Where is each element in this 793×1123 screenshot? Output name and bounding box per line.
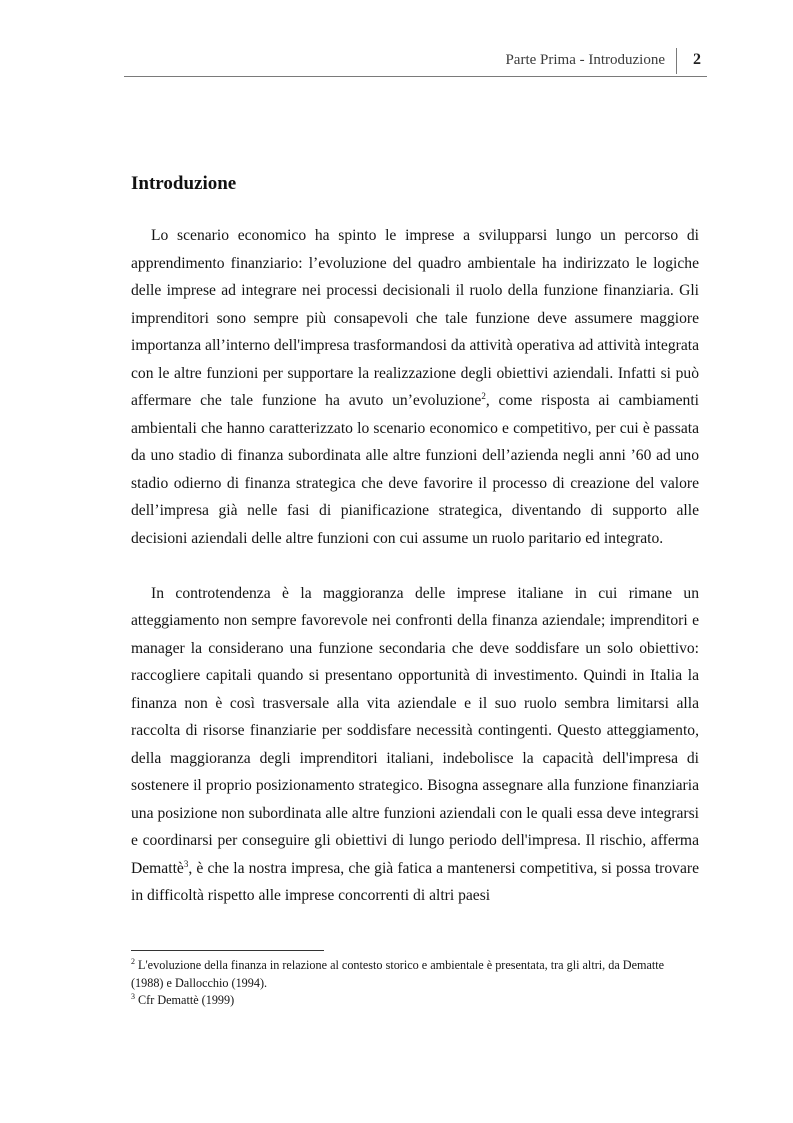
paragraph-2-text-a: In controtendenza è la maggioranza delle imprese italiane in cui rimane un atteggiamento non sempre favorevole nei confronti della finanza aziendale; imprenditori e manager la considerano una funzione secondaria che deve soddisfare un solo obiettivo: raccogliere capitali quando si presentano opportunità di investimento. Quindi in Italia la finanza non è così trasversale alla vita aziendale e il suo ruolo sembra limitarsi alla raccolta di risorse finanziarie per soddisfare necessità contingenti. Questo atteggiamento, della maggioranza degli imprenditori italiani, indebolisce la capacità dell'impresa di sostenere il proprio posizionamento strategico. Bisogna assegnare alla funzione finanziaria una posizione non subordinata alle altre funzioni aziendali con le quali essa deve integrarsi e coordinarsi per conseguire gli obiettivi di lungo periodo dell'impresa. Il rischio, afferma Demattè bbox=[131, 584, 699, 877]
footnote bbox=[131, 992, 699, 1010]
running-title: Parte Prima - Introduzione bbox=[505, 52, 665, 68]
footnote bbox=[131, 957, 699, 992]
footnote-ref-3[interactable]: 3 bbox=[183, 858, 189, 869]
footnote-text: L'evoluzione della finanza in relazione al contesto storico e ambientale è presentata, tra gli altri, da Dematte (1988) e Dallocchio (1994). bbox=[131, 958, 665, 990]
section-title: Introduzione bbox=[131, 173, 237, 194]
footnotes bbox=[131, 957, 699, 1010]
header-separator bbox=[676, 48, 677, 74]
footnote-ref-2[interactable]: 2 bbox=[481, 391, 486, 401]
body-text bbox=[131, 222, 699, 910]
footnote-text: Cfr Demattè (1999) bbox=[138, 993, 235, 1007]
page-header bbox=[124, 50, 707, 77]
paragraph-1-text-a: Lo scenario economico ha spinto le imprese a svilupparsi lungo un percorso di apprendimento finanziario: l’evoluzione del quadro ambientale ha indirizzato le logiche delle imprese ad integrare nei processi decisionali il ruolo della funzione finanziaria. Gli imprenditori sono sempre più consapevoli che tale funzione deve assumere maggiore importanza all’interno dell'impresa trasformandosi da attività operativa ad attività integrata con le altre funzioni per supportare la realizzazione degli obiettivi aziendali. Infatti si può affermare che tale funzione ha avuto un’evoluzione bbox=[131, 227, 699, 409]
footnote-divider bbox=[131, 950, 324, 951]
paragraph-1 bbox=[131, 222, 699, 552]
paragraph-2 bbox=[131, 580, 699, 910]
paragraph-2-text-b: , è che la nostra impresa, che già fatica a mantenersi competitiva, si possa trovare in difficoltà rispetto alle imprese concorrenti di altri paesi bbox=[131, 859, 699, 904]
page-number: 2 bbox=[693, 51, 701, 68]
paragraph-1-text-b: , come risposta ai cambiamenti ambientali che hanno caratterizzato lo scenario economico e competitivo, per cui è passata da uno stadio di finanza subordinata alle altre funzioni dell’azienda negli anni ’60 ad uno stadio odierno di finanza strategica che deve favorire il processo di creazione del valore dell’impresa già nelle fasi di pianificazione strategica, diventando di supporto alle decisioni aziendali delle altre funzioni con cui assume un ruolo paritario ed integrato. bbox=[131, 392, 699, 547]
footnote-number: 2 bbox=[131, 957, 135, 966]
footnote-number: 3 bbox=[131, 992, 135, 1001]
